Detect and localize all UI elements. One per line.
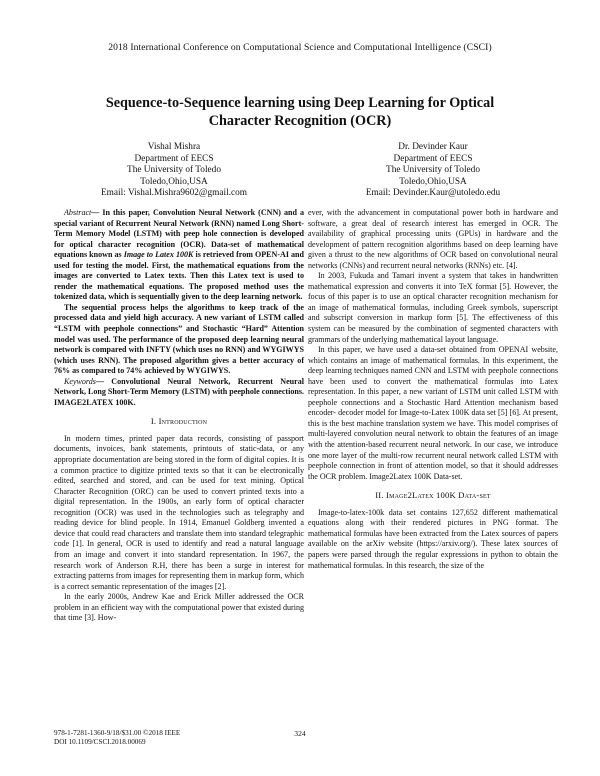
author-department: Department of EECS xyxy=(393,153,473,164)
author-university: The University of Toledo xyxy=(127,165,221,176)
body-paragraph-continued: ever, with the advancement in computational power both in hardware and software, a great deal of research interest has emerged in OCR. The availability of graphical processing units (GPUs) in hardware and the development of pattern recognition algorithms based on deep learning have given a thrust to the new algorithms of OCR based on convolutional neural networks (CNNs) and recurrent neural networks (RNNs) etc. [4]. xyxy=(308,208,558,270)
author-name: Vishal Mishra xyxy=(147,142,201,152)
left-column xyxy=(54,208,304,624)
author-name: Dr. Devinder Kaur xyxy=(398,142,468,152)
author-department: Department of EECS xyxy=(134,153,214,164)
body-paragraph: In this paper, we have used a data-set obtained from OPENAI website, which contains an image of mathematical formulas. In this experiment, the deep learning techniques named CNN and LSTM with peephole connections have been used to convert the mathematical formulas into Latex representation. In this paper, a new variant of LSTM unit called LSTM with peephole connections and a Stochastic Hard Attention mechanism based encoder- decoder model for Image-to-Latex 100K data set [5] [6]. At present, this is the best machine translation system we have. This model comprises of multi-layered convolution neural network to obtain the features of an image with the attention-based recurrent neural network. In our case, we introduce one more layer of the multi-row recurrent neural network called LSTM with peephole connection in front of attention model, so that it should addresses the OCR problem. Image2Latex 100K Data-set. xyxy=(308,345,558,481)
dataset-paragraph: Image-to-latex-100k data set contains 127,652 different mathematical equations along with their rendered pictures in PNG format. The mathematical formulas have been extracted from the Latex sources of papers available on the arXiv website (https://arxiv.org/). These latex sources of papers were parsed through the regular expressions in python to obtain the mathematical formulas. In this research, the size of the xyxy=(308,507,558,570)
author-block-1 xyxy=(49,142,299,200)
title-line-1: Sequence-to-Sequence learning using Deep Learning for Optical xyxy=(105,95,495,111)
footer-isbn: 978-1-7281-1360-9/18/$31.00 ©2018 IEEE xyxy=(54,729,181,737)
author-location: Toledo,Ohio,USA xyxy=(140,176,208,187)
keywords xyxy=(54,377,304,409)
author-location: Toledo,Ohio,USA xyxy=(399,176,467,187)
body-paragraph: In 2003, Fukuda and Tamari invent a system that takes in handwritten mathematical expression and converts it into TeX format [5]. However, the focus of this paper is to use an optical character recognition mechanism for an image of mathematical formulas, including Greek symbols, superscript and subscript conversion in markup form [5]. The effectiveness of this system can be measured by the combination of segmented characters with grammars of the underlying mathematical layout language. xyxy=(308,271,558,344)
intro-paragraph-2: In the early 2000s, Andrew Kae and Erick Miller addressed the OCR problem in an efficient way with the computational power that existed during that time [3]. How- xyxy=(54,592,304,623)
intro-paragraph-1: In modern times, printed paper data records, consisting of passport documents, invoices, bank statements, printouts of static-data, or any appropriate documentation are being stored in the form of digital copies. It is a common practice to digitize printed texts so that it can be electronically edited, searched and stored, and can be used for text mining. Optical Character Recognition (ORC) can be used to convert printed texts into a digital representation. In the 1900s, an early form of optical character recognition (OCR) was used in the technologies such as telegraphy and reading device for blind people. In 1914, Emanuel Goldberg invented a device that could read characters and translate them into standard telegraphic code [1]. In general, OCR is used to identify and read a natural language from an image and convert it into standard representation. In 1967, the research work of Anderson R.H, there has been a surge in interest for extracting patterns from images for representing them in markup form, which is a correct semantic representation of the images [2]. xyxy=(54,433,304,591)
abstract-text-b: is retrieved from OPEN-AI and used for testing the model. First, the mathematical equations from the images are converted to Latex texts. Then this Latex text is used to render the mathematical equations. The proposed method uses the tokenized data, which is sequentially given to the deep learning network. xyxy=(54,250,305,302)
page-number: 324 xyxy=(294,729,306,738)
right-column xyxy=(308,208,558,571)
conference-header: 2018 International Conference on Computational Science and Computational Intelligence (CSCI) xyxy=(108,42,492,53)
footer-doi: DOI 10.1109/CSCI.2018.00069 xyxy=(54,737,146,746)
keywords-text: — Convolutional Neural Network, Recurrent Neural Network, Long Short-Term Memory (LSTM) with peephole connections. IMAGE2LATEX 100K. xyxy=(54,376,304,407)
title-line-2: Character Recognition (OCR) xyxy=(208,113,392,129)
paper-title xyxy=(60,94,540,130)
author-university: The University of Toledo xyxy=(386,165,480,176)
section-heading-dataset: II. Image2Latex 100K Data-set xyxy=(375,490,491,501)
author-email: Email: Vishal.Mishra9602@gmail.com xyxy=(101,188,247,199)
abstract-paragraph-1 xyxy=(54,208,304,303)
keywords-label: Keywords xyxy=(64,376,96,386)
abstract-label: Abstract xyxy=(64,208,92,217)
dataset-name: Image to Latex 100K xyxy=(123,250,194,260)
abstract-paragraph-2: The sequential process helps the algorithms to keep track of the processed data and yield high accuracy. A new variant of LSTM called “LSTM with peephole connections” and Stochastic “Hard” Attention model was used. The performance of the proposed deep learning neural network is compared with INFTY (which uses no RNN) and WYGIWYS (which uses RNN). The proposed algorithm gives a better accuracy of 76% as compared to 74% achieved by WYGIWYS. xyxy=(54,302,304,376)
author-block-2 xyxy=(308,142,558,200)
abstract-text-a: — In this paper, Convolution Neural Network (CNN) and a special variant of Recurrent Neural Network (RNN) named Long Short-Term Memory Model (LSTM) with peep hole connection is developed for optical character recognition (OCR). Data-set of mathematical equations known as xyxy=(54,208,304,260)
author-email: Email: Devinder.Kaur@utoledo.edu xyxy=(365,188,501,199)
section-heading-introduction: I. Introduction xyxy=(150,416,208,427)
